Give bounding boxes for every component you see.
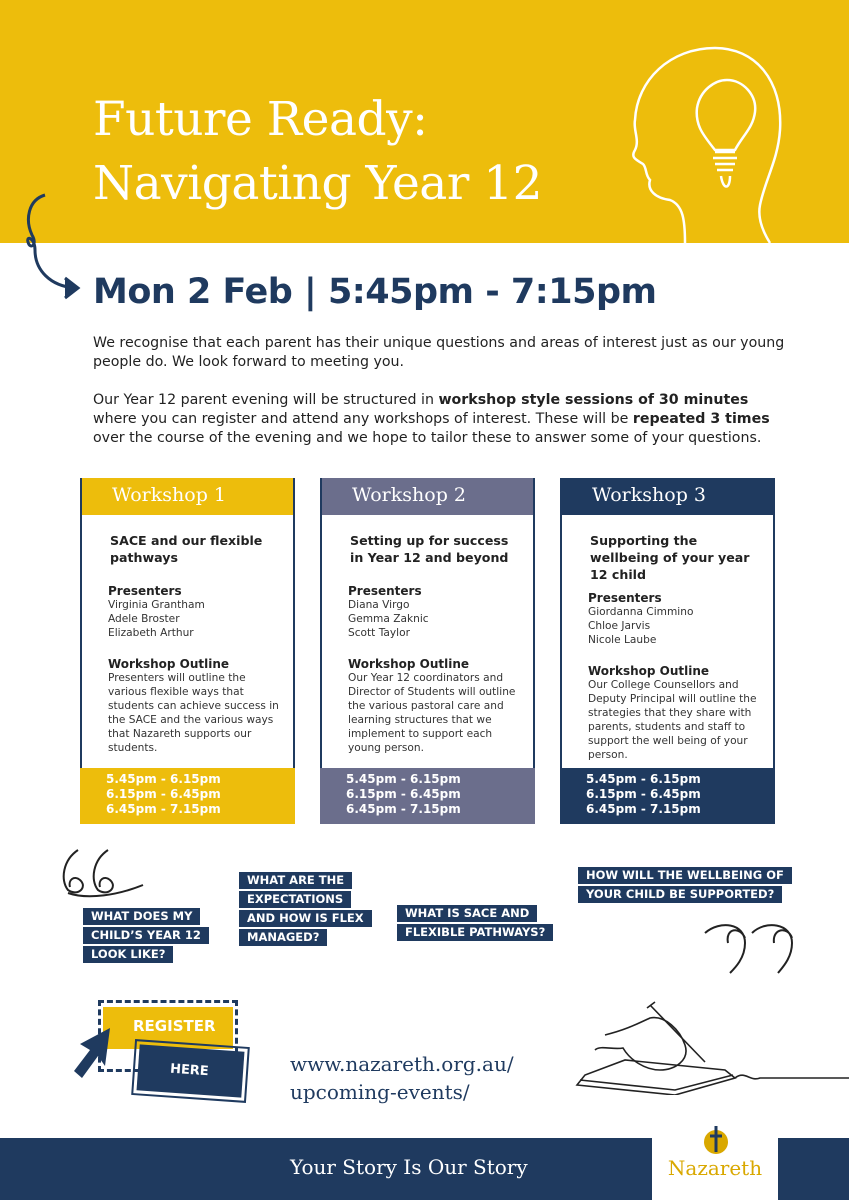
question-line: WHAT IS SACE AND [397, 905, 537, 922]
question-line: AND HOW IS FLEX [239, 910, 372, 927]
event-date-time: Mon 2 Feb | 5:45pm - 7:15pm [93, 272, 657, 312]
session-time: 5.45pm - 6.15pm [346, 772, 461, 786]
text: where you can register and attend any workshops of interest. These will be [93, 411, 633, 427]
question-line: WHAT DOES MY [83, 908, 200, 925]
question-line: FLEXIBLE PATHWAYS? [397, 924, 553, 941]
crest-icon [702, 1124, 730, 1156]
session-time: 6.15pm - 6.45pm [106, 787, 221, 801]
workshop-outline: Our Year 12 coordinators and Director of Students will outline the various pastoral care and learning structures that we implement to support each young person. [348, 672, 516, 754]
event-url-link[interactable] [290, 1050, 514, 1106]
outline-label: Workshop Outline [348, 657, 470, 671]
presenter-name: Nicole Laube [588, 634, 657, 646]
question-line: HOW WILL THE WELLBEING OF [578, 867, 792, 884]
text: over the course of the evening and we hope to tailor these to answer some of your questions. [93, 430, 762, 446]
intro-paragraph: We recognise that each parent has their unique questions and areas of interest just as our young people do. We look forward to meeting you. [93, 335, 785, 370]
outline-label: Workshop Outline [588, 664, 710, 678]
presenter-name: Giordanna Cimmino [588, 606, 694, 618]
workshop-card-1 [80, 478, 295, 824]
text: Our Year 12 parent evening will be structured in [93, 392, 439, 408]
question-line: CHILD’S YEAR 12 [83, 927, 209, 944]
title-line: Navigating Year 12 [93, 156, 543, 211]
structure-paragraph [93, 391, 793, 448]
close-quote-icon [700, 918, 800, 978]
session-times [80, 768, 295, 824]
workshop-title: Supporting the wellbeing of your year 12 child [590, 533, 750, 582]
workshop-header: Workshop 1 [82, 478, 293, 515]
presenters-label: Presenters [108, 584, 182, 598]
session-time: 5.45pm - 6.15pm [586, 772, 701, 786]
presenters-label: Presenters [588, 591, 662, 605]
session-time: 6.45pm - 7.15pm [346, 802, 461, 816]
lightbulb-head-icon [625, 40, 785, 245]
header-banner [0, 0, 849, 243]
presenter-name: Elizabeth Arthur [108, 627, 194, 639]
hand-writing-icon [575, 1000, 849, 1095]
workshop-header: Workshop 2 [322, 478, 533, 515]
presenter-name: Diana Virgo [348, 599, 410, 611]
presenter-name: Gemma Zaknic [348, 613, 429, 625]
logo-text: Nazareth [667, 1156, 763, 1180]
workshop-outline: Our College Counsellors and Deputy Principal will outline the strategies that they share with parents, students and staff to support the well being of your person. [588, 679, 757, 761]
session-times [560, 768, 775, 824]
session-time: 6.15pm - 6.45pm [346, 787, 461, 801]
workshop-header: Workshop 3 [562, 478, 773, 515]
here-label-box: HERE [137, 1044, 245, 1097]
question-expectations [239, 872, 372, 948]
outline-label: Workshop Outline [108, 657, 230, 671]
workshop-title: SACE and our flexible pathways [110, 533, 263, 565]
nazareth-logo [652, 1118, 778, 1200]
presenter-name: Chloe Jarvis [588, 620, 651, 632]
session-time: 6.45pm - 7.15pm [106, 802, 221, 816]
event-title [93, 88, 542, 216]
workshop-card-3 [560, 478, 775, 824]
url-line[interactable]: upcoming-events/ [290, 1080, 470, 1104]
question-line: WHAT ARE THE [239, 872, 352, 889]
workshop-outline: Presenters will outline the various flexible ways that students can achieve success in the SACE and the various ways that Nazareth supports our students. [108, 672, 279, 754]
register-button[interactable] [70, 998, 245, 1106]
url-line[interactable]: www.nazareth.org.au/ [290, 1052, 514, 1076]
session-times [320, 768, 535, 824]
question-sace [397, 905, 553, 943]
presenter-name: Virginia Grantham [108, 599, 205, 611]
open-quote-icon [58, 845, 148, 900]
question-line: YOUR CHILD BE SUPPORTED? [578, 886, 782, 903]
text-bold: repeated 3 times [632, 411, 770, 427]
question-line: LOOK LIKE? [83, 946, 173, 963]
question-line: EXPECTATIONS [239, 891, 351, 908]
session-time: 6.15pm - 6.45pm [586, 787, 701, 801]
question-wellbeing [578, 867, 792, 905]
presenters-label: Presenters [348, 584, 422, 598]
presenter-name: Adele Broster [108, 613, 180, 625]
question-line: MANAGED? [239, 929, 327, 946]
session-time: 5.45pm - 6.15pm [106, 772, 221, 786]
session-time: 6.45pm - 7.15pm [586, 802, 701, 816]
workshop-card-2 [320, 478, 535, 824]
presenter-name: Scott Taylor [348, 627, 410, 639]
question-child-year12 [83, 908, 209, 965]
text-bold: workshop style sessions of 30 minutes [438, 392, 749, 408]
cursor-icon [70, 1026, 120, 1081]
workshop-title: Setting up for success in Year 12 and beyond [350, 533, 509, 565]
curved-arrow-icon [20, 190, 85, 300]
register-label-box: REGISTER [103, 1007, 233, 1049]
footer-slogan: Your Story Is Our Story [290, 1155, 528, 1179]
title-line: Future Ready: [93, 92, 428, 147]
